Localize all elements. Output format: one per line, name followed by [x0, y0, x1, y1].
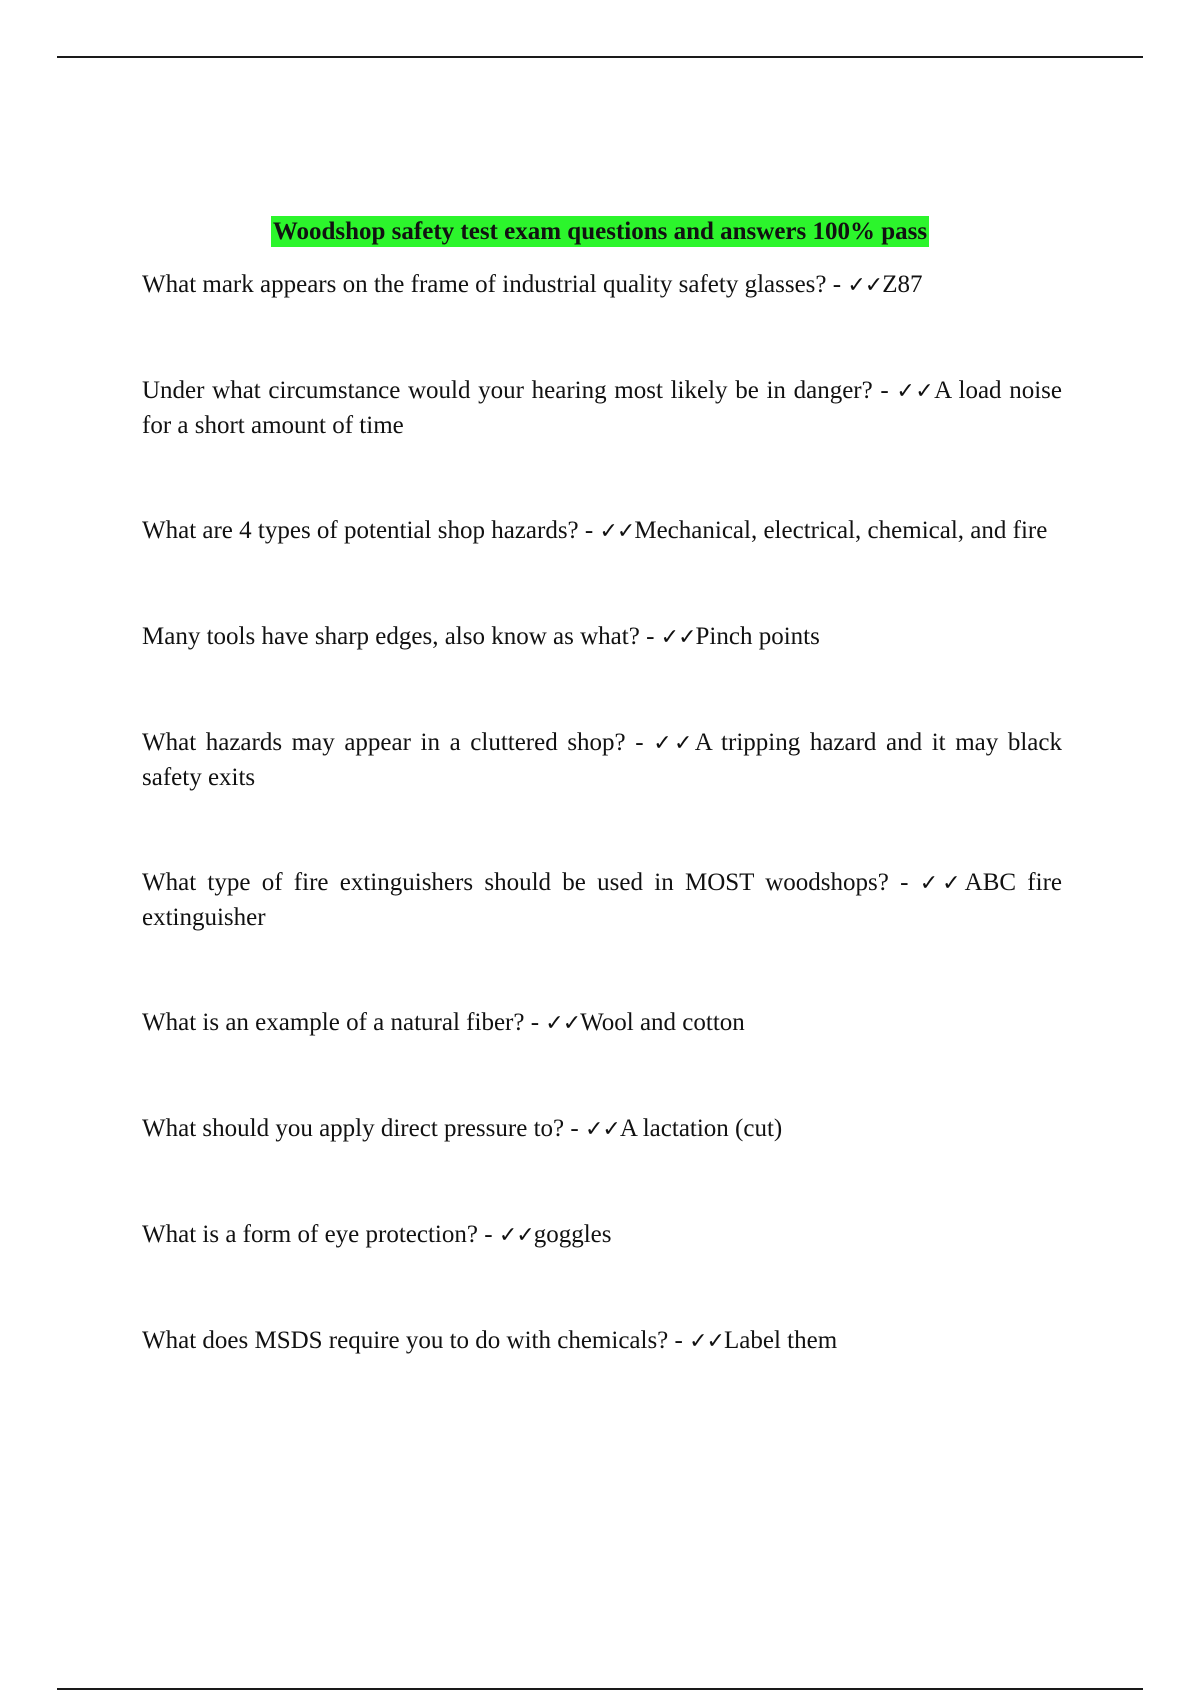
question-text: What hazards may appear in a cluttered shop?: [142, 729, 626, 756]
qa-item: [142, 1006, 1062, 1041]
qa-item: [142, 1112, 1062, 1147]
separator: -: [639, 623, 661, 650]
question-text: Under what circumstance would your hearing most likely be in danger?: [142, 377, 873, 404]
answer-text: ABC fire extinguisher: [142, 869, 1063, 931]
question-text: Many tools have sharp edges, also know as what?: [142, 623, 640, 650]
separator: -: [888, 869, 920, 896]
qa-item: [142, 620, 1062, 655]
separator: -: [477, 1221, 499, 1248]
double-check-icon: ✓✓: [847, 273, 883, 298]
separator: -: [578, 517, 600, 544]
question-text: What is a form of eye protection?: [142, 1221, 478, 1248]
qa-item: [142, 726, 1062, 795]
qa-item: [142, 374, 1062, 443]
footer-rule: [57, 1688, 1143, 1690]
document-title: Woodshop safety test exam questions and answers 100% pass: [272, 218, 928, 245]
answer-text: Mechanical, electrical, chemical, and fire: [634, 517, 1048, 544]
answer-text: A load noise for a short amount of time: [142, 377, 1062, 439]
title-container: [0, 216, 1200, 247]
double-check-icon: ✓✓: [498, 1223, 534, 1248]
qa-item: [142, 514, 1062, 549]
double-check-icon: ✓✓: [599, 519, 635, 544]
qa-item: [142, 1324, 1062, 1359]
question-text: What mark appears on the frame of industrial quality safety glasses?: [142, 271, 827, 298]
separator: -: [872, 377, 897, 404]
separator: -: [625, 729, 654, 756]
answer-text: Pinch points: [695, 623, 820, 650]
question-text: What is an example of a natural fiber?: [142, 1009, 525, 1036]
answer-text: Wool and cotton: [580, 1009, 745, 1036]
qa-list: [142, 268, 1062, 1359]
question-text: What are 4 types of potential shop hazards?: [142, 517, 579, 544]
header-rule: [57, 56, 1143, 58]
double-check-icon: ✓✓: [584, 1117, 620, 1142]
double-check-icon: ✓✓: [545, 1011, 581, 1036]
separator: -: [524, 1009, 546, 1036]
double-check-icon: ✓✓: [896, 379, 935, 404]
qa-item: [142, 1218, 1062, 1253]
qa-item: [142, 866, 1062, 935]
answer-text: Label them: [724, 1327, 838, 1354]
question-text: What does MSDS require you to do with chemicals?: [142, 1327, 669, 1354]
separator: -: [564, 1115, 585, 1142]
answer-text: A lactation (cut): [619, 1115, 783, 1142]
separator: -: [826, 271, 848, 298]
double-check-icon: ✓✓: [919, 871, 965, 896]
double-check-icon: ✓✓: [653, 731, 695, 756]
double-check-icon: ✓✓: [689, 1329, 724, 1354]
question-text: What should you apply direct pressure to?: [142, 1115, 565, 1142]
question-text: What type of fire extinguishers should be used in MOST woodshops?: [142, 869, 889, 896]
answer-text: goggles: [533, 1221, 612, 1248]
answer-text: Z87: [882, 271, 923, 298]
double-check-icon: ✓✓: [660, 625, 696, 650]
qa-item: [142, 268, 1062, 303]
answer-text: A tripping hazard and it may black safety exits: [142, 729, 1063, 791]
separator: -: [668, 1327, 690, 1354]
